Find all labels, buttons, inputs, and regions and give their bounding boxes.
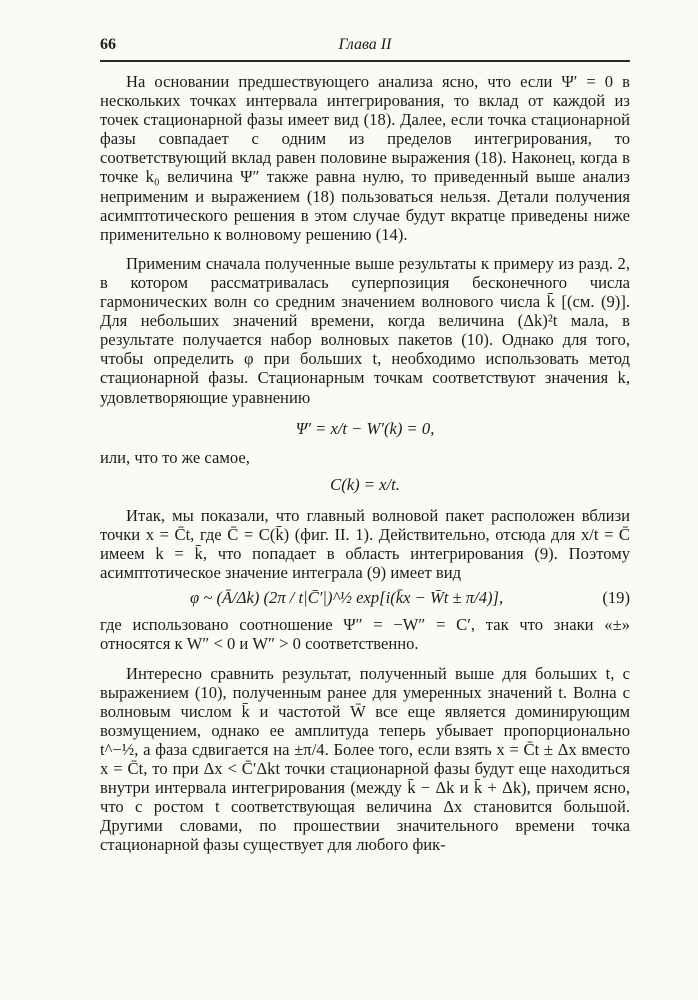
page-body <box>100 72 630 854</box>
equation-19 <box>100 588 630 607</box>
equation-19-number: (19) <box>602 588 630 608</box>
equation-group-velocity: C(k) = x/t. <box>330 474 400 494</box>
page-number: 66 <box>100 36 116 53</box>
paragraph-6: Интересно сравнить результат, полученный выше для больших t, с выражением (10), полученным ранее для умеренных значений t. Волна с волновым числом k̄ и частотой W̄ все еще является доминирующим возмущением, однако ее амплитуда теперь убывает пропорционально t^−½, а фаза сдвигается на ±π/4. Более того, если взять x = C̄t ± Δx вместо x = C̄t, то при Δx < C̄′Δkt точки стационарной фазы будут еще находиться внутри интервала интегрирования (между k̄ − Δk и k̄ + Δk), причем ясно, что с ростом t соответствующая величина Δx становится большой. Другими словами, по прошествии значительного времени точка стационарной фазы существует для любого фик- <box>100 663 630 855</box>
page-header <box>100 36 630 58</box>
paragraph-5: где использовано соотношение Ψ″ = −W″ = C′, так что знаки «±» относятся к W″ < 0 и W″ > 0 соответственно. <box>100 615 630 654</box>
paragraph-3: или, что то же самое, <box>100 447 250 467</box>
paragraph-1: На основании предшествующего анализа ясно, что если Ψ′ = 0 в нескольких точках интервала интегрирования, то вклад от каждой из точек стационарной фазы имеет вид (18). Далее, если точка стационарной фазы совпадает с одним из пределов интегрирования, то соответствующий вклад равен половине выражения (18). Наконец, когда в точке k₀ величина Ψ″ также равна нулю, то приведенный выше анализ неприменим и выражением (18) пользоваться нельзя. Детали получения асимптотического решения в этом случае будут вкратце приведены ниже применительно к волновому решению (14). <box>100 72 630 244</box>
chapter-title: Глава II <box>338 36 392 53</box>
equation-stationary: Ψ′ = x/t − W′(k) = 0, <box>295 418 435 438</box>
paragraph-4: Итак, мы показали, что главный волновой пакет расположен вблизи точки x = C̄t, где C̄ = C(k̄) (фиг. II. 1). Действительно, отсюда для x/t = C̄ имеем k = k̄, что попадает в область интегрирования (9). Поэтому асимптотическое значение интеграла (9) имеет вид <box>100 505 630 583</box>
header-rule <box>100 60 630 62</box>
paragraph-2: Применим сначала полученные выше результаты к примеру из разд. 2, в котором рассматривалась суперпозиция бесконечного числа гармонических волн со средним значением волнового числа k̄ [(см. (9)]. Для небольших значений времени, когда величина (Δk)²t мала, в результате получается набор волновых пакетов (10). Однако для того, чтобы определить φ при больших t, необходимо использовать метод стационарной фазы. Стационарным точкам соответствуют значения k, удовлетворяющие уравнению <box>100 253 630 407</box>
equation-19-formula: φ ~ (Ā/Δk) (2π / t|C̄′|)^½ exp[i(k̄x − W̄t ± π/4)], <box>190 588 504 608</box>
